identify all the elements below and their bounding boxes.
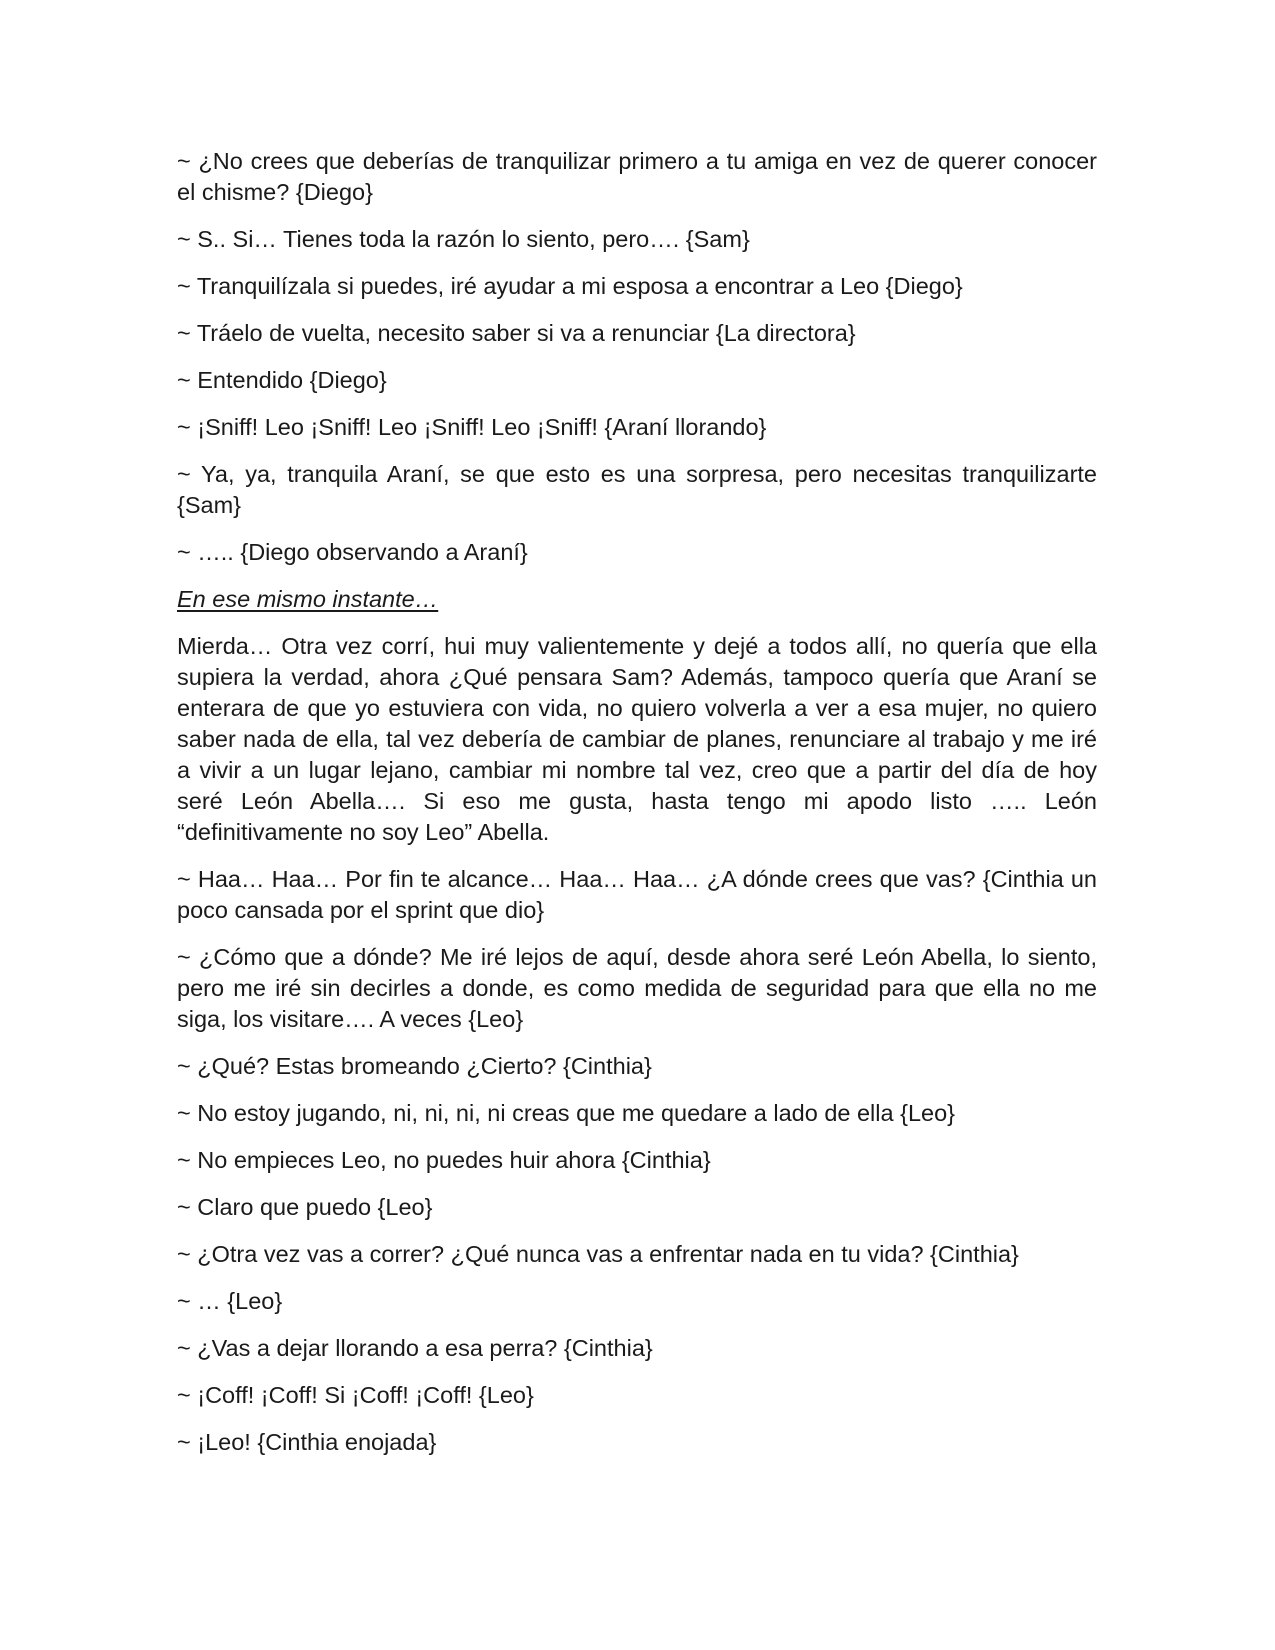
- dialogue-line: ~ No estoy jugando, ni, ni, ni, ni creas que me quedare a lado de ella {Leo}: [177, 1100, 956, 1126]
- document-page: [177, 146, 1097, 1474]
- dialogue-line: ~ ¡Leo! {Cinthia enojada}: [177, 1429, 437, 1455]
- narration-paragraph: Mierda… Otra vez corrí, hui muy valientemente y dejé a todos allí, no quería que ella supiera la verdad, ahora ¿Qué pensara Sam? Además, tampoco quería que Araní se enterara de que yo estuviera con vida, no quiero volverla a ver a esa mujer, no quiero saber nada de ella, tal vez debería de cambiar de planes, renunciare al trabajo y me iré a vivir a un lugar lejano, cambiar mi nombre tal vez, creo que a partir del día de hoy seré León Abella…. Si eso me gusta, hasta tengo mi apodo listo ….. León “definitivamente no soy Leo” Abella.: [177, 633, 1097, 845]
- dialogue-line: ~ Entendido {Diego}: [177, 367, 387, 393]
- dialogue-line: ~ ¿Qué? Estas bromeando ¿Cierto? {Cinthia}: [177, 1053, 652, 1079]
- dialogue-line: ~ Claro que puedo {Leo}: [177, 1194, 433, 1220]
- dialogue-line: ~ ¡Sniff! Leo ¡Sniff! Leo ¡Sniff! Leo ¡Sniff! {Araní llorando}: [177, 414, 767, 440]
- dialogue-line: ~ No empieces Leo, no puedes huir ahora {Cinthia}: [177, 1147, 711, 1173]
- dialogue-line: ~ Tráelo de vuelta, necesito saber si va a renunciar {La directora}: [177, 320, 856, 346]
- dialogue-line: ~ Haa… Haa… Por fin te alcance… Haa… Haa… ¿A dónde crees que vas? {Cinthia un poco cansada por el sprint que dio}: [177, 866, 1097, 923]
- scene-heading: En ese mismo instante…: [177, 586, 439, 612]
- dialogue-line: ~ Tranquilízala si puedes, iré ayudar a mi esposa a encontrar a Leo {Diego}: [177, 273, 963, 299]
- dialogue-line: ~ ¿Vas a dejar llorando a esa perra? {Cinthia}: [177, 1335, 653, 1361]
- dialogue-line: ~ ¿Cómo que a dónde? Me iré lejos de aquí, desde ahora seré León Abella, lo siento, pero me iré sin decirles a donde, es como medida de seguridad para que ella no me siga, los visitare…. A veces {Leo}: [177, 944, 1097, 1032]
- dialogue-line: ~ ¡Coff! ¡Coff! Si ¡Coff! ¡Coff! {Leo}: [177, 1382, 534, 1408]
- dialogue-line: ~ … {Leo}: [177, 1288, 283, 1314]
- dialogue-line: ~ S.. Si… Tienes toda la razón lo siento, pero…. {Sam}: [177, 226, 750, 252]
- dialogue-line: ~ ¿No crees que deberías de tranquilizar primero a tu amiga en vez de querer conocer el chisme? {Diego}: [177, 148, 1097, 205]
- dialogue-line: ~ ….. {Diego observando a Araní}: [177, 539, 528, 565]
- dialogue-line: ~ Ya, ya, tranquila Araní, se que esto es una sorpresa, pero necesitas tranquilizarte {Sam}: [177, 461, 1097, 518]
- dialogue-line: ~ ¿Otra vez vas a correr? ¿Qué nunca vas a enfrentar nada en tu vida? {Cinthia}: [177, 1241, 1019, 1267]
